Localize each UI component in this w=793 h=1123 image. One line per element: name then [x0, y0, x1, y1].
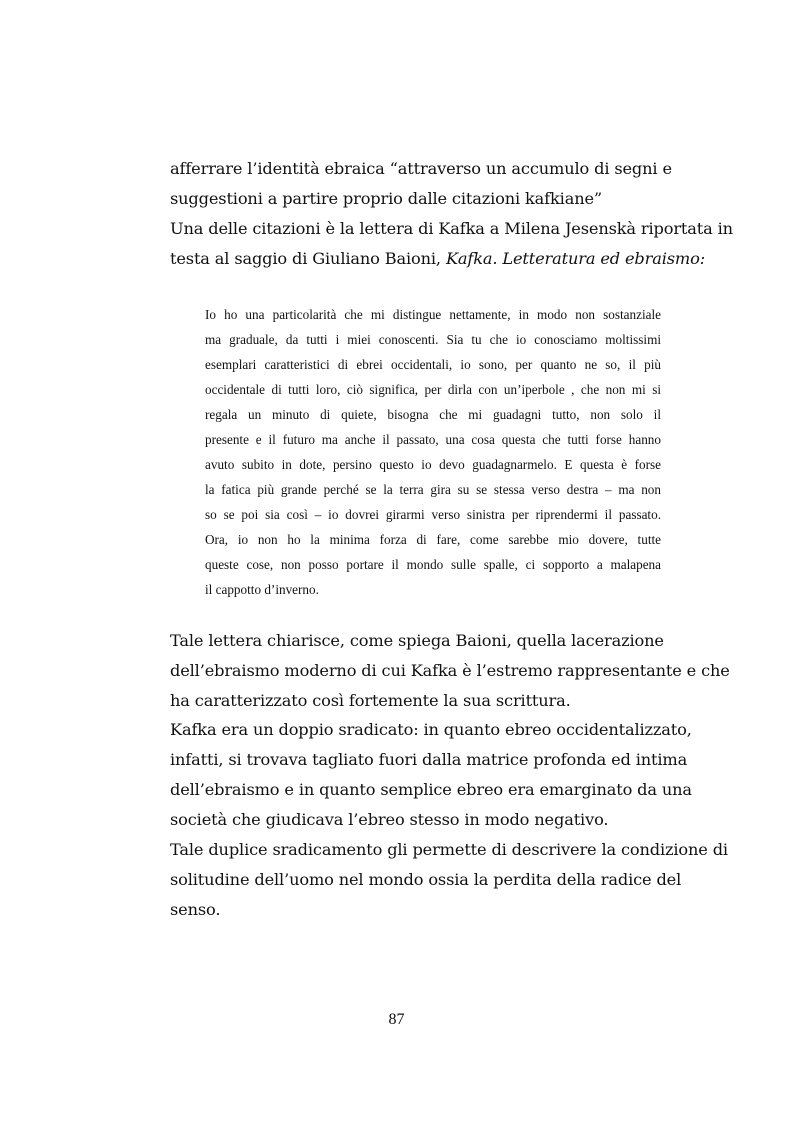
- body-text-line: ha caratterizzato così fortemente la sua scrittura.: [170, 691, 571, 710]
- body-text-line: solitudine dell’uomo nel mondo ossia la perdita della radice del: [170, 870, 682, 889]
- quote-line: regala un minuto di quiete, bisogna che mi guadagni tutto, non solo il: [205, 407, 661, 422]
- body-text-line: Kafka era un doppio sradicato: in quanto ebreo occidentalizzato,: [170, 720, 692, 739]
- body-text-line: infatti, si trovava tagliato fuori dalla matrice profonda ed intima: [170, 750, 688, 769]
- quote-line: avuto subito in dote, persino questo io devo guadagnarmelo. E questa è forse: [205, 457, 661, 472]
- page-number: 87: [388, 1011, 405, 1028]
- quote-line: il cappotto d’inverno.: [205, 582, 319, 597]
- quote-line: so se poi sia così – io dovrei girarmi verso sinistra per riprendermi il passato.: [205, 507, 661, 522]
- body-text-line: senso.: [170, 900, 221, 919]
- quote-line: Io ho una particolarità che mi distingue nettamente, in modo non sostanziale: [205, 307, 661, 322]
- body-text-line: suggestioni a partire proprio dalle citazioni kafkiane”: [170, 189, 603, 208]
- body-text-line: dell’ebraismo e in quanto semplice ebreo era emarginato da una: [170, 780, 692, 799]
- quote-line: Ora, io non ho la minima forza di fare, come sarebbe mio dovere, tutte: [205, 532, 661, 547]
- body-text-line: afferrare l’identità ebraica “attraverso un accumulo di segni e: [170, 159, 672, 178]
- body-text-line: [170, 249, 705, 269]
- body-text-fragment: testa al saggio di Giuliano Baioni,: [170, 249, 441, 268]
- body-text-line: società che giudicava l’ebreo stesso in modo negativo.: [170, 810, 609, 829]
- quote-line: ma graduale, da tutti i miei conoscenti. Sia tu che io conosciamo moltissimi: [205, 332, 661, 347]
- quote-line: la fatica più grande perché se la terra gira su se stessa verso destra – ma non: [205, 482, 661, 497]
- body-text-line: Una delle citazioni è la lettera di Kafka a Milena Jesenskà riportata in: [170, 219, 733, 238]
- body-text-line: dell’ebraismo moderno di cui Kafka è l’estremo rappresentante e che: [170, 661, 730, 680]
- quote-line: queste cose, non posso portare il mondo sulle spalle, ci sopporto a malapena: [205, 557, 661, 572]
- body-text-line: Tale duplice sradicamento gli permette di descrivere la condizione di: [170, 840, 728, 859]
- quote-line: presente e il futuro ma anche il passato, una cosa questa che tutti forse hanno: [205, 432, 661, 447]
- body-text-line: Tale lettera chiarisce, come spiega Baioni, quella lacerazione: [170, 631, 664, 650]
- quote-line: occidentale di tutti loro, ciò significa, per dirla con un’iperbole , che non mi si: [205, 382, 661, 397]
- quote-line: esemplari caratteristici di ebrei occidentali, io sono, per quanto ne so, il più: [205, 357, 661, 372]
- book-title: Kafka. Letteratura ed ebraismo:: [445, 249, 705, 268]
